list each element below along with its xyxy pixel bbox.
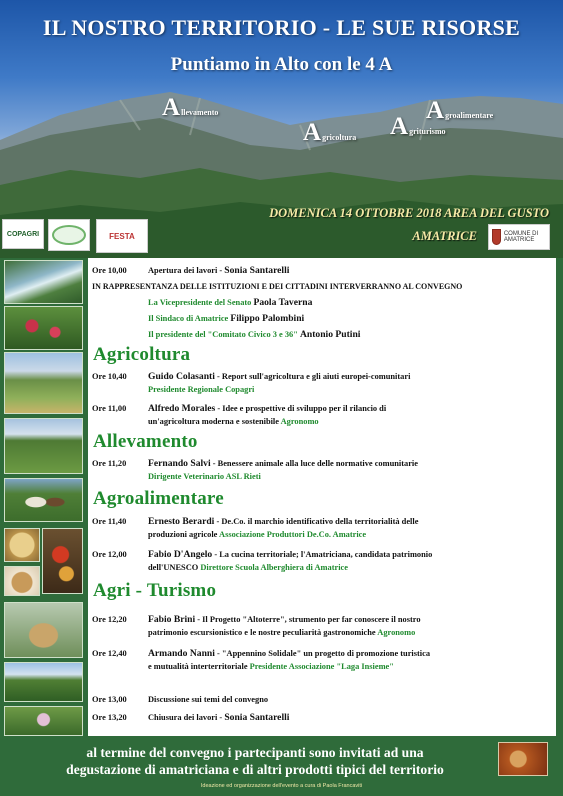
a-word-agroalimentare: Agroalimentare xyxy=(426,97,494,124)
photo-field xyxy=(4,352,83,414)
amatrice-logo: COMUNE DI AMATRICE xyxy=(488,224,550,250)
programme-item-org: Presidente Regionale Copagri xyxy=(148,385,255,394)
organizer-credit: Ideazione ed organizzazione dell'evento a cura di Paola Francaviti xyxy=(200,783,363,789)
photo-amatriciana xyxy=(498,742,548,776)
shield-icon xyxy=(492,229,501,245)
photo-landscape xyxy=(4,662,83,702)
photo-strip xyxy=(0,258,86,738)
representation-line: IN RAPPRESENTANZA DELLE ISTITUZIONI E DEI CITTADINI INTERVERRANNO AL CONVEGNO xyxy=(92,282,463,291)
opening-row: Ore 10,00 Apertura dei lavori - Sonia Santarelli xyxy=(92,265,290,276)
section-title-agriturismo: Agri - Turismo xyxy=(93,580,217,601)
closing-row: Ore 13,20 Chiusura dei lavori - Sonia Santarelli xyxy=(92,712,290,723)
event-place: AMATRICE xyxy=(412,229,477,243)
programme-item: Ore 12,20 Fabio Brini - Il Progetto "Altoterre", strumento per far conoscere il nostro xyxy=(92,614,421,625)
programme-item-line2: dell'UNESCO Direttore Scuola Alberghiera di Amatrice xyxy=(148,563,348,572)
institution-row: Il presidente del "Comitato Civico 3 e 36" Antonio Putini xyxy=(148,329,361,340)
programme-item: Ore 11,40 Ernesto Berardi - De.Co. il marchio identificativo della territorialità delle xyxy=(92,516,419,527)
programme-item: Ore 11,00 Alfredo Morales - Idee e prospettive di sviluppo per il rilancio di xyxy=(92,403,387,414)
programme-item: Ore 10,40 Guido Colasanti - Report sull'agricoltura e gli aiuti europei-comunitari xyxy=(92,371,411,382)
partner-logo xyxy=(48,219,90,251)
a-word-allevamento: Allevamento xyxy=(162,94,219,121)
photo-cattle xyxy=(4,478,83,522)
programme-item: Ore 12,40 Armando Nanni - "Appennino Solidale" un progetto di promozione turistica xyxy=(92,648,431,659)
tasting-invitation: al termine del convegno i partecipanti sono invitati ad una degustazione di amatriciana e di altri prodotti tipici del territorio xyxy=(66,745,444,777)
programme-item-line2: produzioni agricole Associazione Produttori De.Co. Amatrice xyxy=(148,530,367,539)
a-word-agriturismo: Agriturismo xyxy=(390,113,446,140)
programme-item-line2: un'agricoltura moderna e sostenibile Agronomo xyxy=(148,417,319,426)
copagri-logo: COPAGRI xyxy=(2,219,44,249)
footer-banner xyxy=(0,738,563,796)
section-title-agricoltura: Agricoltura xyxy=(93,344,191,365)
section-title-allevamento: Allevamento xyxy=(93,431,198,452)
photo-cheese xyxy=(4,528,40,562)
hero-banner xyxy=(0,0,563,258)
discussion-row: Ore 13,00 Discussione sui temi del convegno xyxy=(92,695,269,704)
institution-row: La Vicepresidente del Senato Paola Taverna xyxy=(148,297,313,308)
photo-produce xyxy=(42,528,83,594)
photo-flower xyxy=(4,706,83,736)
programme-item-line2: patrimonio escursionistico e le nostre peculiarità gastronomiche Agronomo xyxy=(148,628,416,637)
programme-item: Ore 11,20 Fernando Salvi - Benessere animale alla luce delle normative comunitarie xyxy=(92,458,418,469)
institution-row: Il Sindaco di Amatrice Filippo Palombini xyxy=(148,313,305,324)
programme-item: Ore 12,00 Fabio D'Angelo - La cucina territoriale; l'Amatriciana, candidata patrimonio xyxy=(92,549,433,560)
photo-flowers xyxy=(4,306,83,350)
festa-logo: FESTA xyxy=(96,219,148,253)
section-title-agroalimentare: Agroalimentare xyxy=(93,488,224,509)
programme-panel xyxy=(88,258,556,736)
a-word-agricoltura: Agricoltura xyxy=(303,119,357,146)
photo-meadow xyxy=(4,418,83,474)
photo-waterfall xyxy=(4,260,83,304)
event-date: DOMENICA 14 OTTOBRE 2018 AREA DEL GUSTO xyxy=(269,206,549,220)
page-title: IL NOSTRO TERRITORIO - LE SUE RISORSE xyxy=(42,15,521,40)
programme-item-line2: e mutualità interterritoriale Presidente Associazione "Laga Insieme" xyxy=(148,662,394,671)
page-subtitle: Puntiamo in Alto con le 4 A xyxy=(170,54,393,75)
photo-mushroom xyxy=(4,602,83,658)
photo-bread xyxy=(4,566,40,596)
programme-item-org: Dirigente Veterinario ASL Rieti xyxy=(148,472,261,481)
